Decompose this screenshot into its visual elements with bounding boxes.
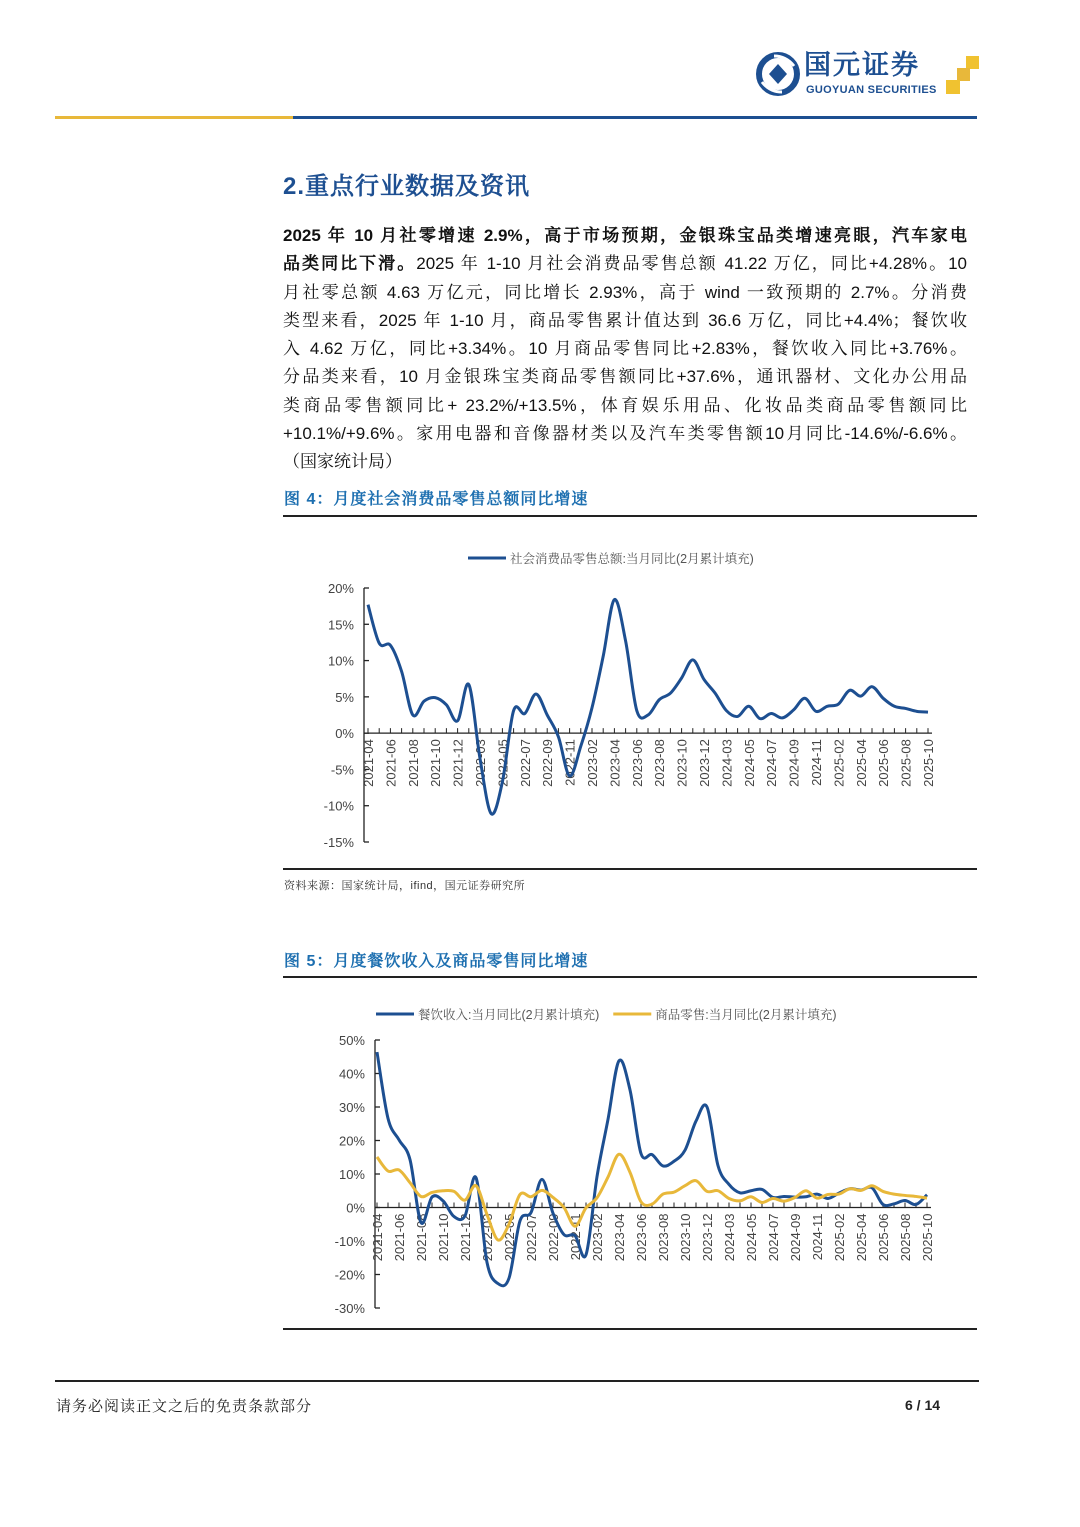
x-tick-label: 2024-03 <box>719 739 735 787</box>
x-tick-label: 2024-11 <box>809 739 824 786</box>
legend-label: 餐饮收入:当月同比(2月累计填充) <box>418 1008 600 1022</box>
x-tick-label: 2023-02 <box>585 739 600 787</box>
x-tick-label: 2022-09 <box>546 1213 561 1262</box>
x-tick-label: 2025-10 <box>920 1213 935 1262</box>
y-tick-label: -10% <box>334 1234 365 1249</box>
y-tick-label: 20% <box>338 1133 365 1149</box>
x-tick-label: 2025-04 <box>854 1213 869 1262</box>
y-tick-label: -10% <box>323 798 354 814</box>
x-tick-label: 2023-12 <box>697 739 712 787</box>
y-tick-label: 5% <box>335 689 354 705</box>
x-tick-label: 2024-05 <box>744 1213 759 1262</box>
y-tick-label: 15% <box>327 617 354 633</box>
y-tick-label: -15% <box>323 835 354 850</box>
x-tick-label: 2024-07 <box>764 739 780 787</box>
x-tick-label: 2025-06 <box>876 739 892 787</box>
x-tick-label: 2023-06 <box>629 739 645 787</box>
x-tick-label: 2023-08 <box>652 739 668 787</box>
x-tick-label: 2021-08 <box>414 1213 429 1262</box>
x-tick-label: 2024-07 <box>766 1213 781 1262</box>
x-tick-label: 2023-04 <box>607 739 623 787</box>
x-tick-label: 2023-04 <box>612 1213 627 1262</box>
x-tick-label: 2021-10 <box>428 739 444 787</box>
x-tick-label: 2024-05 <box>741 739 757 787</box>
y-tick-label: 40% <box>338 1066 365 1082</box>
y-tick-label: 30% <box>338 1100 365 1115</box>
x-tick-label: 2023-10 <box>678 1213 693 1262</box>
y-tick-label: -20% <box>334 1267 365 1283</box>
x-tick-label: 2022-03 <box>473 739 488 787</box>
x-tick-label: 2022-07 <box>517 739 533 787</box>
y-tick-label: 10% <box>327 653 354 669</box>
x-tick-label: 2023-12 <box>700 1213 715 1262</box>
logo-english-name: GUOYUAN SECURITIES <box>806 84 937 96</box>
x-tick-label: 2023-10 <box>674 739 690 787</box>
x-tick-label: 2021-08 <box>405 739 421 787</box>
x-tick-label: 2024-09 <box>788 1213 803 1262</box>
paragraph-line: 月社零总额 4.63 万亿元，同比增长 2.93%，高于 wind 一致预期的 2.7%。分消费 <box>283 282 967 302</box>
figure5-title: 图 5：月度餐饮收入及商品零售同比增速 <box>284 953 589 970</box>
x-tick-label: 2025-02 <box>832 1213 847 1262</box>
x-tick-label: 2022-09 <box>540 739 556 787</box>
paragraph-line: 分品类来看，10 月金银珠宝类商品零售额同比+37.6%，通讯器材、文化办公用品 <box>283 367 967 387</box>
x-tick-label: 2025-10 <box>921 739 936 787</box>
legend-label: 商品零售:当月同比(2月累计填充) <box>655 1008 837 1022</box>
x-tick-label: 2022-11 <box>562 739 578 786</box>
x-tick-label: 2025-02 <box>831 739 847 787</box>
paragraph-line: 类型来看，2025 年 1-10 月，商品零售累计值达到 36.6 万亿，同比+4.4%；餐饮收 <box>283 310 967 330</box>
x-tick-label: 2022-07 <box>524 1213 539 1262</box>
y-tick-label: 0% <box>346 1200 365 1216</box>
y-tick-label: 0% <box>335 726 354 742</box>
x-tick-label: 2021-12 <box>458 1213 473 1262</box>
x-tick-label: 2024-11 <box>810 1213 825 1261</box>
legend-label: 社会消费品零售总额:当月同比(2月累计填充) <box>510 552 754 566</box>
paragraph-text: 2025 年 1-10 月社会消费品零售总额 41.22 万亿，同比+4.28%。10 <box>416 254 968 274</box>
paragraph-line: 入 4.62 万亿，同比+3.34%。10 月商品零售同比+2.83%，餐饮收入同比+3.76%。 <box>283 339 967 359</box>
paragraph-line: 类商品零售额同比+ 23.2%/+13.5%，体育娱乐用品、化妆品类商品零售额同比 <box>283 395 967 415</box>
paragraph-line: +10.1%/+9.6%。家用电器和音像器材类以及汽车类零售额10月同比-14.6%/-6.6%。 <box>283 424 967 444</box>
footer-divider <box>55 1380 979 1382</box>
x-tick-label: 2021-04 <box>361 739 376 787</box>
x-tick-label: 2025-08 <box>898 739 914 787</box>
y-tick-label: -30% <box>334 1301 365 1316</box>
x-tick-label: 2022-05 <box>495 739 511 787</box>
x-tick-label: 2023-02 <box>590 1213 605 1262</box>
y-tick-label: -5% <box>330 762 354 778</box>
x-tick-label: 2021-10 <box>436 1213 451 1262</box>
figure4-source: 资料来源：国家统计局，ifind，国元证券研究所 <box>284 880 526 892</box>
y-tick-label: 20% <box>327 581 354 596</box>
x-tick-label: 2021-06 <box>392 1213 407 1262</box>
figure4-title: 图 4：月度社会消费品零售总额同比增速 <box>284 491 589 508</box>
x-tick-label: 2022-11 <box>568 1213 583 1261</box>
paragraph-line: （国家统计局） <box>283 452 402 472</box>
paragraph-bold-text: 品类同比下滑。 <box>283 254 417 274</box>
x-tick-label: 2021-06 <box>383 739 399 787</box>
page-number: 6 / 14 <box>905 1397 941 1413</box>
x-tick-label: 2023-06 <box>634 1213 649 1262</box>
x-tick-label: 2022-03 <box>480 1213 495 1262</box>
y-tick-label: 10% <box>338 1167 365 1182</box>
logo-chinese-name: 国元证券 <box>804 50 920 80</box>
x-tick-label: 2021-04 <box>370 1213 385 1262</box>
x-tick-label: 2023-08 <box>656 1213 671 1262</box>
x-tick-label: 2025-06 <box>876 1213 891 1262</box>
x-tick-label: 2024-03 <box>722 1213 737 1262</box>
y-tick-label: 50% <box>338 1033 365 1048</box>
footer-disclaimer: 请务必阅读正文之后的免责条款部分 <box>56 1398 313 1415</box>
x-tick-label: 2024-09 <box>786 739 802 787</box>
section-title: 2.重点行业数据及资讯 <box>283 173 531 200</box>
x-tick-label: 2022-05 <box>502 1213 517 1262</box>
x-tick-label: 2021-12 <box>450 739 466 787</box>
paragraph-line: 2025 年 10 月社零增速 2.9%，高于市场预期，金银珠宝品类增速亮眼，汽车家电 <box>283 226 967 245</box>
figure5-bottom-rule <box>283 1328 977 1330</box>
x-tick-label: 2025-04 <box>853 739 869 787</box>
x-tick-label: 2025-08 <box>898 1213 913 1262</box>
